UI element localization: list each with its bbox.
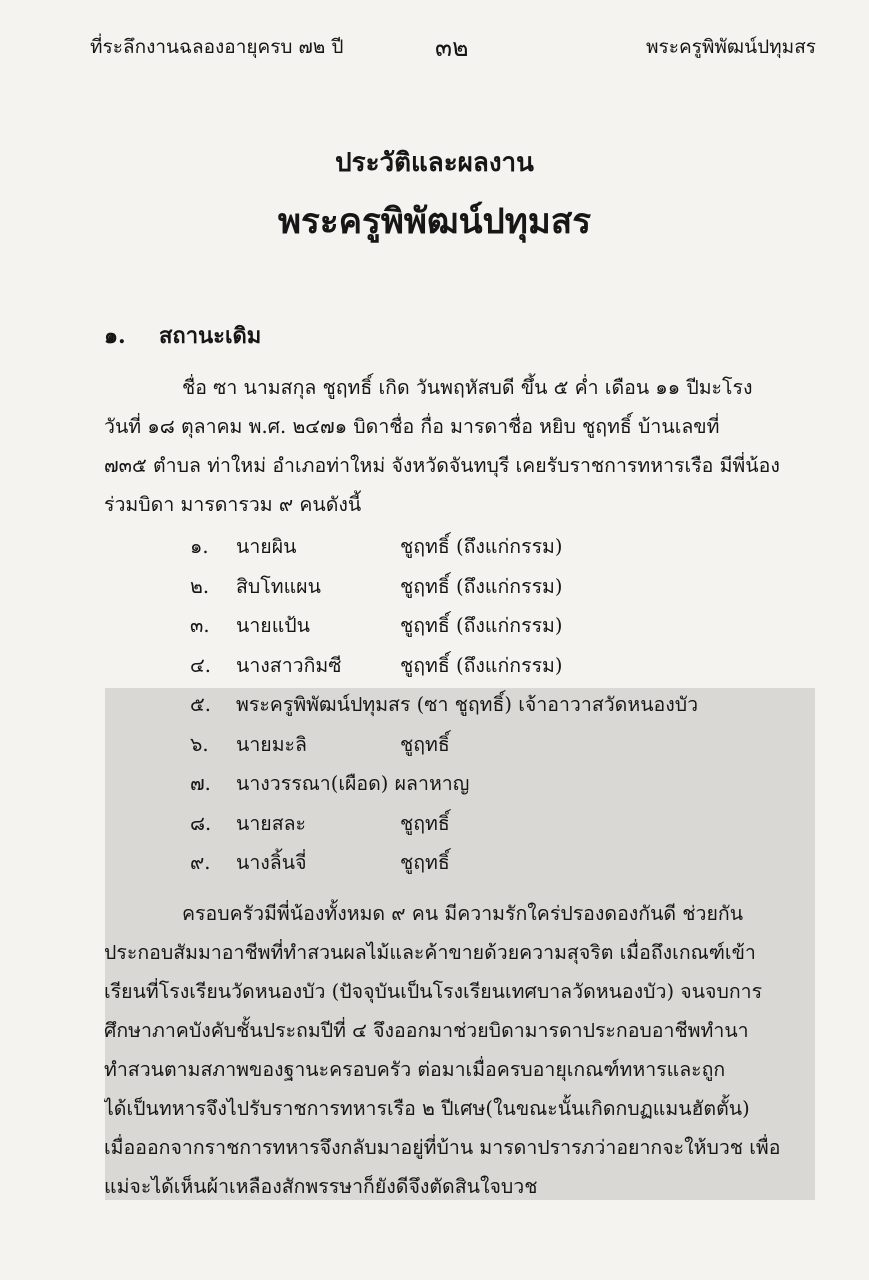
header-left: ที่ระลึกงานฉลองอายุครบ ๗๒ ปี <box>90 36 344 58</box>
paragraph-birth <box>104 368 816 524</box>
paragraph-line: ศึกษาภาคบังคับชั้นประถมปีที่ ๔ จึงออกมาช่วยบิดามารดาประกอบอาชีพทำนา <box>104 1019 749 1042</box>
paragraph-line: วันที่ ๑๘ ตุลาคม พ.ศ. ๒๔๗๑ บิดาชื่อ กื่อ มารดาชื่อ หยิบ ชูฤทธิ์ บ้านเลขที่ <box>104 415 720 438</box>
section-number: ๑. <box>104 323 126 349</box>
item-name: นายผิน <box>236 535 297 558</box>
item-surname: ชูฤทธิ์ (ถึงแก่กรรม) <box>400 574 563 598</box>
header-right: พระครูพิพัฒน์ปทุมสร <box>646 36 816 58</box>
paragraph-family <box>104 894 816 1206</box>
paragraph-line: ชื่อ ซา นามสกุล ชูฤทธิ์ เกิด วันพฤหัสบดี ขึ้น ๕ ค่ำ เดือน ๑๑ ปีมะโรง <box>182 376 753 399</box>
item-number: ๕. <box>190 693 211 716</box>
item-surname: ชูฤทธิ์ (ถึงแก่กรรม) <box>400 653 563 677</box>
running-header <box>90 28 816 68</box>
item-surname: ชูฤทธิ์ (ถึงแก่กรรม) <box>400 614 563 637</box>
item-number: ๔. <box>190 653 211 677</box>
paragraph-line: ๗๓๕ ตำบล ท่าใหม่ อำเภอท่าใหม่ จังหวัดจันทบุรี เคยรับราชการทหารเรือ มีพี่น้อง <box>104 454 780 477</box>
item-number: ๒. <box>190 574 210 598</box>
paragraph-line: ทำสวนตามสภาพของฐานะครอบครัว ต่อมาเมื่อครบอายุเกณฑ์ทหารและถูก <box>104 1058 726 1081</box>
paragraph-line: ประกอบสัมมาอาชีพที่ทำสวนผลไม้และค้าขายด้วยความสุจริต เมื่อถึงเกณฑ์เข้า <box>104 941 756 964</box>
page-subtitle: พระครูพิพัฒน์ปทุมสร <box>277 201 592 242</box>
paragraph-line: ครอบครัวมีพี่น้องทั้งหมด ๙ คน มีความรักใคร่ปรองดองกันดี ช่วยกัน <box>182 902 744 925</box>
page-title: ประวัติและผลงาน <box>335 148 534 178</box>
item-number: ๗. <box>190 772 211 795</box>
item-number: ๙. <box>190 851 211 874</box>
item-name: นางสาวกิมซี <box>236 653 342 677</box>
item-name: นายสละ <box>236 811 307 835</box>
paragraph-line: ร่วมบิดา มารดารวม ๙ คนดังนี้ <box>104 493 362 516</box>
item-number: ๖. <box>190 732 209 756</box>
paragraph-line: เรียนที่โรงเรียนวัดหนองบัว (ปัจจุบันเป็นโรงเรียนเทศบาลวัดหนองบัว) จนจบการ <box>104 980 763 1003</box>
item-name: นางลิ้นจี่ <box>236 851 307 874</box>
item-surname: ชูฤทธิ์ <box>400 811 450 835</box>
item-surname: ชูฤทธิ์ (ถึงแก่กรรม) <box>400 535 563 558</box>
item-number: ๓. <box>190 614 210 637</box>
item-full-name: พระครูพิพัฒน์ปทุมสร (ซา ชูฤทธิ์) เจ้าอาวาสวัดหนองบัว <box>236 693 699 716</box>
item-full-name: นางวรรณา(เผือด) ผลาหาญ <box>236 772 470 795</box>
item-name: สิบโทแผน <box>236 574 321 598</box>
section-heading <box>104 318 261 353</box>
item-number: ๑. <box>190 535 209 558</box>
paragraph-line: ได้เป็นทหารจึงไปรับราชการทหารเรือ ๒ ปีเศษ(ในขณะนั้นเกิดกบฏแมนฮัตตั้น) <box>104 1097 750 1120</box>
item-name: นายมะลิ <box>236 732 307 756</box>
section-title: สถานะเดิม <box>159 323 262 349</box>
item-number: ๘. <box>190 811 212 835</box>
paragraph-line: แม่จะได้เห็นผ้าเหลืองสักพรรษาก็ยังดีจึงตัดสินใจบวช <box>104 1175 538 1198</box>
page-number: ๓๒ <box>435 33 469 62</box>
item-surname: ชูฤทธิ์ <box>400 851 450 874</box>
paragraph-line: เมื่อออกจากราชการทหารจึงกลับมาอยู่ที่บ้าน มารดาปรารภว่าอยากจะให้บวช เพื่อ <box>104 1136 781 1159</box>
item-surname: ชูฤทธิ์ <box>400 732 450 756</box>
item-name: นายแป้น <box>236 614 310 637</box>
